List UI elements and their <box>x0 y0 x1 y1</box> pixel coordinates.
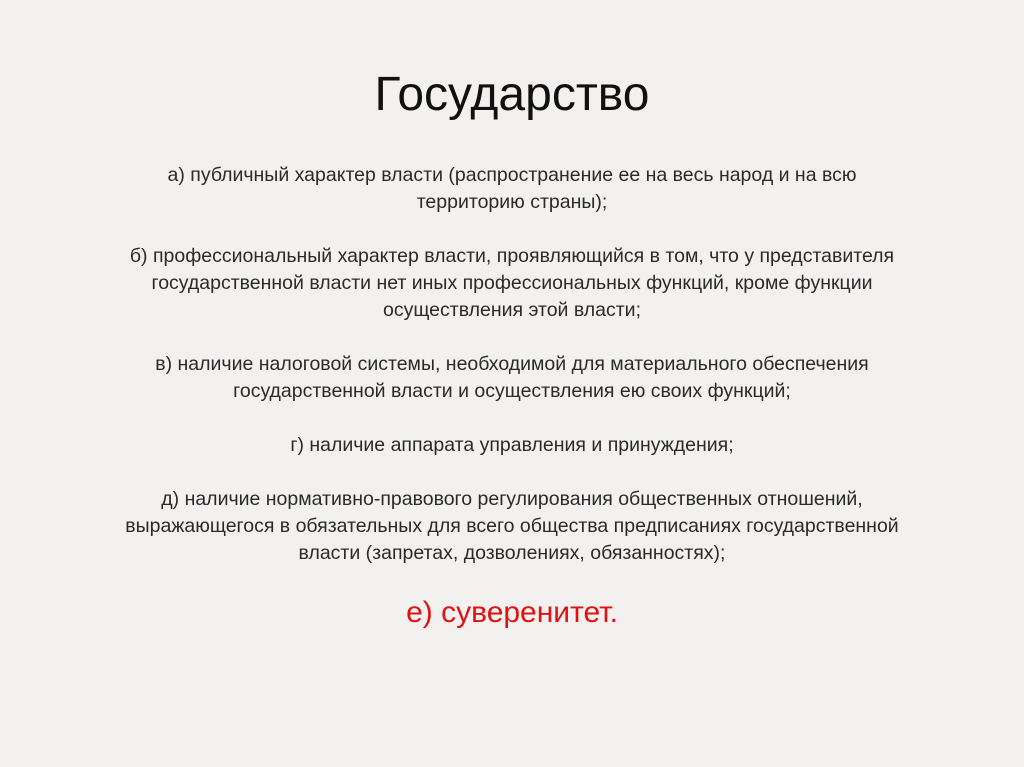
item-v-line-2: государственной власти и осуществления ею своих функций; <box>233 380 791 402</box>
slide-body <box>30 162 994 632</box>
list-item-d <box>30 486 994 567</box>
item-g-line-1: г) наличие аппарата управления и принуждения; <box>290 434 734 456</box>
item-b-line-3: осуществления этой власти; <box>383 299 641 321</box>
item-d-line-3: власти (запретах, дозволениях, обязанностях); <box>298 542 726 564</box>
item-v-line-1: в) наличие налоговой системы, необходимой для материального обеспечения <box>155 353 869 375</box>
item-a-line-1: а) публичный характер власти (распространение ее на весь народ и на всю <box>167 164 857 186</box>
slide-title: Государство <box>374 68 650 121</box>
list-item-g <box>30 432 994 459</box>
item-d-line-1: д) наличие нормативно-правового регулирования общественных отношений, <box>161 488 863 510</box>
list-item-a <box>30 162 994 216</box>
item-b-line-2: государственной власти нет иных профессиональных функций, кроме функции <box>151 272 873 294</box>
item-d-line-2: выражающегося в обязательных для всего общества предписаниях государственной <box>125 515 899 537</box>
item-b-line-1: б) профессиональный характер власти, проявляющийся в том, что у представителя <box>129 245 895 267</box>
list-item-v <box>30 351 994 405</box>
item-a-line-2: территорию страны); <box>416 191 608 213</box>
highlight-item-sovereignty: е) суверенитет. <box>406 596 618 629</box>
list-item-b <box>30 243 994 324</box>
